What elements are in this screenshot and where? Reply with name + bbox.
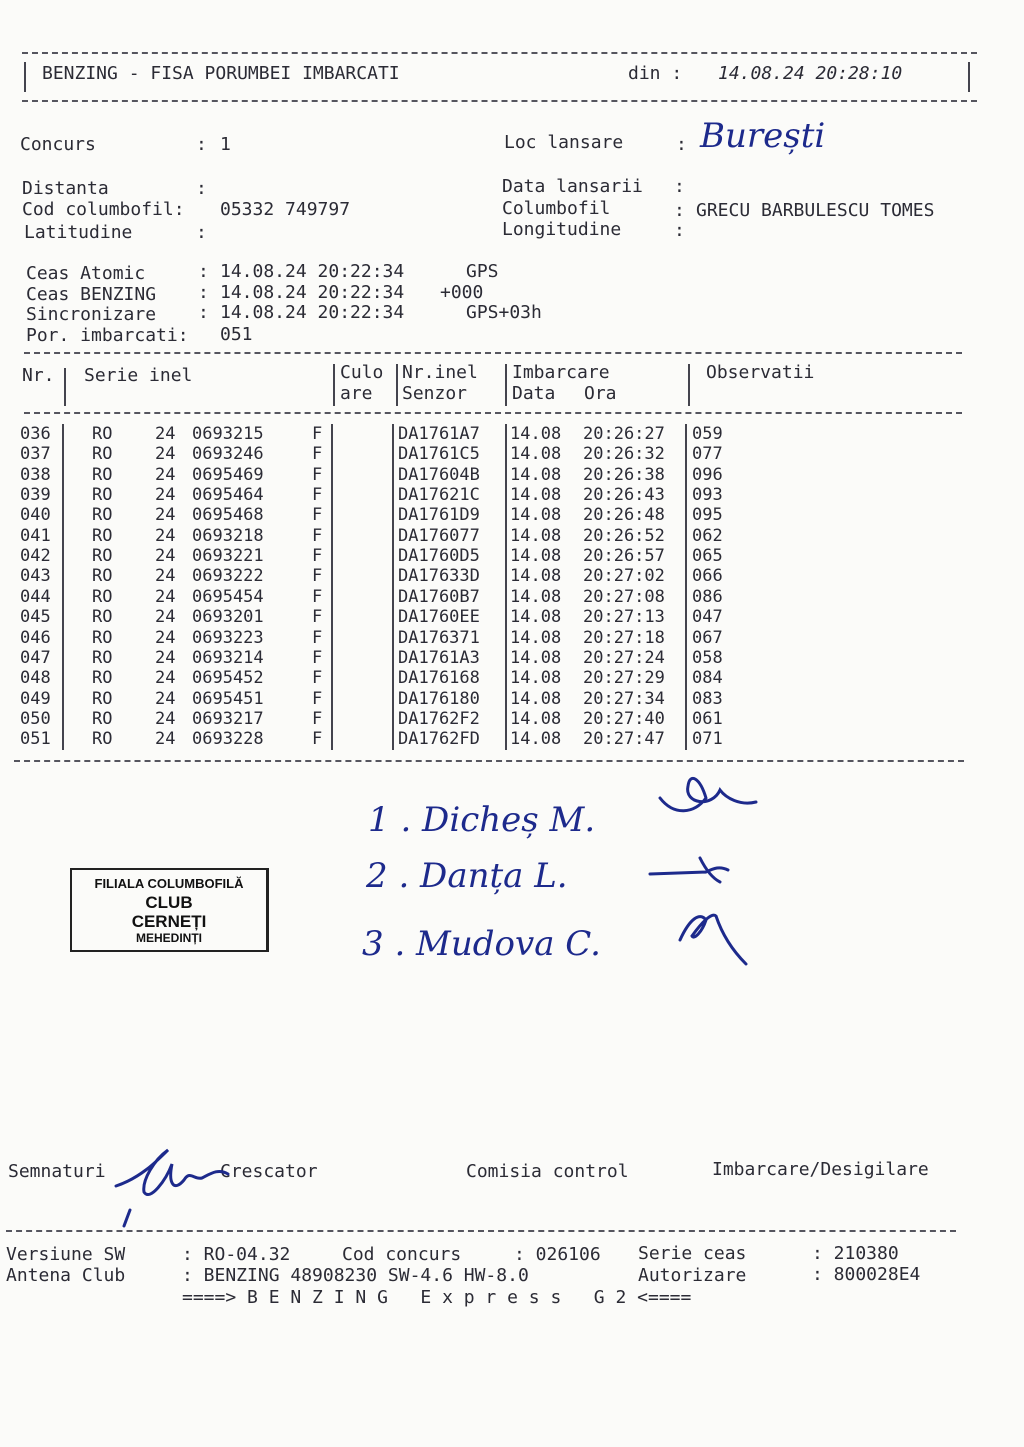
cell-observatii: 077 <box>692 444 723 465</box>
cell-country: RO <box>92 708 113 729</box>
col-header-ora: Ora <box>584 383 617 404</box>
cell-observatii: 065 <box>692 546 723 567</box>
cell-year: 24 <box>155 729 176 750</box>
cell-sex: F <box>312 607 323 628</box>
cell-country: RO <box>92 647 113 668</box>
cell-observatii: 066 <box>692 566 723 587</box>
cell-year: 24 <box>155 444 176 465</box>
semnaturi-label: Semnaturi <box>8 1161 106 1182</box>
concurs-value: 1 <box>220 134 231 155</box>
serie-ceas-label: Serie ceas <box>638 1243 747 1264</box>
table-row <box>0 505 1000 525</box>
print-datetime: 14.08.24 20:28:10 <box>718 63 903 84</box>
table-bottom-dash <box>14 760 964 762</box>
cell-sensor: DA1760D5 <box>398 546 480 567</box>
handwritten-witness-2: 2 . Danța L. <box>366 856 568 896</box>
longitudine-label: Longitudine <box>502 219 622 240</box>
colon: : <box>196 178 207 199</box>
col-header-inel-1: Nr.inel <box>402 362 478 383</box>
cell-year: 24 <box>155 668 176 689</box>
cell-sensor: DA176180 <box>398 688 480 709</box>
cell-country: RO <box>92 688 113 709</box>
cell-year: 24 <box>155 708 176 729</box>
sincronizare-extra: GPS+03h <box>466 302 542 323</box>
cell-observatii: 083 <box>692 688 723 709</box>
cell-ring: 0695469 <box>192 464 264 485</box>
cell-year: 24 <box>155 424 176 444</box>
cell-nr: 051 <box>20 729 51 750</box>
cell-date: 14.08 <box>510 647 562 668</box>
cell-sensor: DA176371 <box>398 627 480 648</box>
crescator-label: Crescator <box>220 1161 318 1182</box>
stamp-line-3: CERNEȚI <box>131 912 207 931</box>
cell-time: 20:26:43 <box>583 485 665 506</box>
cell-year: 24 <box>155 607 176 628</box>
col-header-observatii: Observatii <box>706 362 815 383</box>
cell-sex: F <box>312 485 323 506</box>
cell-ring: 0693221 <box>192 546 264 567</box>
table-row <box>0 526 1000 546</box>
cell-sensor: DA1761C5 <box>398 444 480 465</box>
colon: : <box>196 222 207 243</box>
loc-lansare-label: Loc lansare <box>504 132 624 153</box>
colon: : <box>196 134 207 155</box>
ceas-atomic-label: Ceas Atomic <box>26 263 146 284</box>
handwritten-witness-3: 3 . Mudova C. <box>362 924 601 964</box>
cell-country: RO <box>92 586 113 607</box>
cell-date: 14.08 <box>510 708 562 729</box>
cell-year: 24 <box>155 566 176 587</box>
cell-date: 14.08 <box>510 627 562 648</box>
cell-time: 20:26:27 <box>583 424 665 444</box>
cell-sex: F <box>312 525 323 546</box>
col-header-serie: Serie inel <box>84 365 193 386</box>
cell-sensor: DA17633D <box>398 566 480 587</box>
cell-time: 20:27:40 <box>583 708 665 729</box>
colon: : <box>198 261 209 282</box>
stamp-line-2: CLUB <box>145 893 193 912</box>
cell-year: 24 <box>155 688 176 709</box>
cell-date: 14.08 <box>510 485 562 506</box>
header-sep-inel <box>505 364 507 406</box>
cell-ring: 0695454 <box>192 586 264 607</box>
cell-year: 24 <box>155 485 176 506</box>
table-row <box>0 566 1000 586</box>
cell-observatii: 059 <box>692 424 723 444</box>
cell-year: 24 <box>155 505 176 526</box>
cell-nr: 040 <box>20 505 51 526</box>
cell-time: 20:27:29 <box>583 668 665 689</box>
cell-ring: 0695451 <box>192 688 264 709</box>
ceas-atomic-extra: GPS <box>466 261 499 282</box>
cell-sensor: DA17604B <box>398 464 480 485</box>
cell-sex: F <box>312 444 323 465</box>
header-bottom-dash <box>22 100 977 102</box>
cell-country: RO <box>92 546 113 567</box>
table-row <box>0 546 1000 566</box>
versiune-sw-label: Versiune SW <box>6 1244 126 1265</box>
columbofil-label: Columbofil <box>502 198 611 219</box>
cell-observatii: 061 <box>692 708 723 729</box>
cell-country: RO <box>92 729 113 750</box>
signature-2-icon <box>646 848 736 888</box>
cell-nr: 039 <box>20 485 51 506</box>
cell-nr: 037 <box>20 444 51 465</box>
por-imbarcati-label: Por. imbarcati: <box>26 325 189 346</box>
colon: : <box>676 134 687 155</box>
cell-country: RO <box>92 525 113 546</box>
table-row <box>0 424 1000 444</box>
breeder-signature-icon <box>110 1140 240 1230</box>
signature-3-icon <box>676 906 756 970</box>
body-sep-sex <box>331 424 333 750</box>
cell-country: RO <box>92 607 113 628</box>
cell-ring: 0693218 <box>192 525 264 546</box>
cell-sex: F <box>312 688 323 709</box>
cell-date: 14.08 <box>510 546 562 567</box>
benzing-express-banner: ====> B E N Z I N G E x p r e s s G 2 <==== <box>182 1287 692 1308</box>
body-sep-nr <box>62 424 64 750</box>
cell-observatii: 096 <box>692 464 723 485</box>
signature-1-icon <box>654 768 764 828</box>
table-row <box>0 587 1000 607</box>
cell-date: 14.08 <box>510 688 562 709</box>
ceas-benzing-label: Ceas BENZING <box>26 284 157 305</box>
cell-date: 14.08 <box>510 586 562 607</box>
header-sep-nr <box>64 368 66 406</box>
col-header-data: Data <box>512 383 556 404</box>
cod-columbofil-label: Cod columbofil: <box>22 199 185 220</box>
data-lansarii-label: Data lansarii <box>502 176 643 197</box>
cell-time: 20:26:38 <box>583 464 665 485</box>
cell-date: 14.08 <box>510 668 562 689</box>
table-header-bottom-dash <box>24 412 962 414</box>
cell-time: 20:26:57 <box>583 546 665 567</box>
cell-nr: 045 <box>20 607 51 628</box>
cell-observatii: 095 <box>692 505 723 526</box>
cell-sex: F <box>312 586 323 607</box>
versiune-sw-value: : RO-04.32 <box>182 1244 291 1265</box>
table-top-dash <box>24 352 962 354</box>
cod-concurs-value: : 026106 <box>514 1244 601 1265</box>
concurs-label: Concurs <box>20 134 96 155</box>
cell-ring: 0693228 <box>192 729 264 750</box>
cod-columbofil-value: 05332 749797 <box>220 199 351 220</box>
document-title: BENZING - FISA PORUMBEI IMBARCATI <box>42 63 400 84</box>
table-row <box>0 485 1000 505</box>
cell-ring: 0693246 <box>192 444 264 465</box>
table-row <box>0 709 1000 729</box>
cell-sensor: DA1762FD <box>398 729 480 750</box>
cell-sex: F <box>312 464 323 485</box>
cell-year: 24 <box>155 546 176 567</box>
cell-sensor: DA1761A3 <box>398 647 480 668</box>
top-dash-line <box>22 52 977 54</box>
cell-country: RO <box>92 424 113 444</box>
cell-date: 14.08 <box>510 525 562 546</box>
cell-sex: F <box>312 729 323 750</box>
cell-sex: F <box>312 566 323 587</box>
distanta-label: Distanta <box>22 178 109 199</box>
cell-date: 14.08 <box>510 505 562 526</box>
latitudine-label: Latitudine <box>24 222 133 243</box>
cell-year: 24 <box>155 525 176 546</box>
antena-club-label: Antena Club <box>6 1265 126 1286</box>
col-header-imbarcare: Imbarcare <box>512 362 610 383</box>
din-label: din : <box>628 63 683 84</box>
cell-sensor: DA1762F2 <box>398 708 480 729</box>
cell-time: 20:27:02 <box>583 566 665 587</box>
cell-observatii: 086 <box>692 586 723 607</box>
columbofil-value: GRECU BARBULESCU TOMES <box>696 200 935 221</box>
cell-ring: 0693222 <box>192 566 264 587</box>
cell-year: 24 <box>155 586 176 607</box>
table-row <box>0 668 1000 688</box>
table-row <box>0 689 1000 709</box>
table-row <box>0 444 1000 464</box>
colon: : <box>198 302 209 323</box>
cell-date: 14.08 <box>510 729 562 750</box>
cell-ring: 0693215 <box>192 424 264 444</box>
comisia-control-label: Comisia control <box>466 1161 629 1182</box>
table-row <box>0 607 1000 627</box>
header-sep-imbarcare <box>688 364 690 406</box>
cell-country: RO <box>92 464 113 485</box>
cell-time: 20:27:13 <box>583 607 665 628</box>
table-row <box>0 729 1000 749</box>
cell-date: 14.08 <box>510 444 562 465</box>
cell-ring: 0695464 <box>192 485 264 506</box>
cell-time: 20:26:32 <box>583 444 665 465</box>
cell-date: 14.08 <box>510 424 562 444</box>
handwritten-witness-1: 1 . Dicheș M. <box>368 800 596 840</box>
sincronizare-value: 14.08.24 20:22:34 <box>220 302 405 323</box>
cell-sensor: DA1761D9 <box>398 505 480 526</box>
por-imbarcati-value: 051 <box>220 324 253 345</box>
cell-ring: 0693217 <box>192 708 264 729</box>
cell-country: RO <box>92 566 113 587</box>
ceas-benzing-value: 14.08.24 20:22:34 <box>220 282 405 303</box>
footer-dash <box>6 1230 956 1232</box>
body-sep-time <box>685 424 687 750</box>
header-left-bar <box>24 62 26 92</box>
cell-observatii: 093 <box>692 485 723 506</box>
cell-sensor: DA176168 <box>398 668 480 689</box>
cell-ring: 0693201 <box>192 607 264 628</box>
cell-country: RO <box>92 444 113 465</box>
col-header-nr: Nr. <box>22 365 55 386</box>
table-row <box>0 465 1000 485</box>
cell-country: RO <box>92 485 113 506</box>
col-header-culoare-2: are <box>340 383 373 404</box>
cell-nr: 049 <box>20 688 51 709</box>
cell-time: 20:26:52 <box>583 525 665 546</box>
col-header-culoare-1: Culo <box>340 362 384 383</box>
header-right-bar <box>968 62 970 92</box>
ceas-benzing-extra: +000 <box>440 282 484 303</box>
cell-sensor: DA17621C <box>398 485 480 506</box>
cell-sensor: DA1760EE <box>398 607 480 628</box>
cell-country: RO <box>92 627 113 648</box>
autorizare-value: : 800028E4 <box>812 1264 921 1285</box>
stamp-line-4: MEHEDINȚI <box>136 931 202 945</box>
cell-sex: F <box>312 627 323 648</box>
table-row <box>0 648 1000 668</box>
cell-observatii: 071 <box>692 729 723 750</box>
loc-lansare-handwritten: Burești <box>700 116 826 156</box>
cell-sex: F <box>312 647 323 668</box>
body-sep-culoare <box>392 424 394 750</box>
cell-nr: 050 <box>20 708 51 729</box>
ceas-atomic-value: 14.08.24 20:22:34 <box>220 261 405 282</box>
cell-year: 24 <box>155 647 176 668</box>
colon: : <box>674 176 685 197</box>
cell-nr: 047 <box>20 647 51 668</box>
antena-club-value: : BENZING 48908230 SW-4.6 HW-8.0 <box>182 1265 529 1286</box>
cell-nr: 043 <box>20 566 51 587</box>
cell-nr: 048 <box>20 668 51 689</box>
col-header-inel-2: Senzor <box>402 383 468 404</box>
cell-time: 20:27:18 <box>583 627 665 648</box>
cell-year: 24 <box>155 464 176 485</box>
cell-nr: 044 <box>20 586 51 607</box>
colon: : <box>674 220 685 241</box>
colon: : <box>674 200 685 221</box>
cell-ring: 0695468 <box>192 505 264 526</box>
autorizare-label: Autorizare <box>638 1265 747 1286</box>
cell-country: RO <box>92 668 113 689</box>
cell-nr: 038 <box>20 464 51 485</box>
cell-ring: 0693214 <box>192 647 264 668</box>
cell-ring: 0695452 <box>192 668 264 689</box>
sincronizare-label: Sincronizare <box>26 304 157 325</box>
cell-sex: F <box>312 424 323 444</box>
cell-observatii: 047 <box>692 607 723 628</box>
cell-sex: F <box>312 708 323 729</box>
cell-sex: F <box>312 505 323 526</box>
cell-country: RO <box>92 505 113 526</box>
cell-ring: 0693223 <box>192 627 264 648</box>
cell-date: 14.08 <box>510 607 562 628</box>
cell-date: 14.08 <box>510 566 562 587</box>
cell-year: 24 <box>155 627 176 648</box>
table-row <box>0 628 1000 648</box>
cell-nr: 041 <box>20 525 51 546</box>
imbarcare-desigilare-label: Imbarcare/Desigilare <box>712 1159 929 1180</box>
cell-time: 20:27:47 <box>583 729 665 750</box>
cell-sex: F <box>312 668 323 689</box>
header-sep-culoare <box>396 364 398 406</box>
cell-observatii: 084 <box>692 668 723 689</box>
cell-sensor: DA1761A7 <box>398 424 480 444</box>
serie-ceas-value: : 210380 <box>812 1243 899 1264</box>
stamp-line-1: FILIALA COLUMBOFILĂ <box>94 876 244 891</box>
cell-time: 20:27:34 <box>583 688 665 709</box>
cell-observatii: 062 <box>692 525 723 546</box>
cell-nr: 042 <box>20 546 51 567</box>
cell-date: 14.08 <box>510 464 562 485</box>
cell-sex: F <box>312 546 323 567</box>
cell-nr: 036 <box>20 424 51 444</box>
cell-nr: 046 <box>20 627 51 648</box>
cell-time: 20:27:24 <box>583 647 665 668</box>
colon: : <box>198 282 209 303</box>
cell-time: 20:26:48 <box>583 505 665 526</box>
cell-observatii: 067 <box>692 627 723 648</box>
body-sep-sensor <box>505 424 507 750</box>
cod-concurs-label: Cod concurs <box>342 1244 462 1265</box>
cell-observatii: 058 <box>692 647 723 668</box>
cell-time: 20:27:08 <box>583 586 665 607</box>
club-stamp <box>70 868 269 952</box>
header-sep-serie <box>333 364 335 406</box>
cell-sensor: DA176077 <box>398 525 480 546</box>
cell-sensor: DA1760B7 <box>398 586 480 607</box>
table-body <box>0 424 1024 754</box>
